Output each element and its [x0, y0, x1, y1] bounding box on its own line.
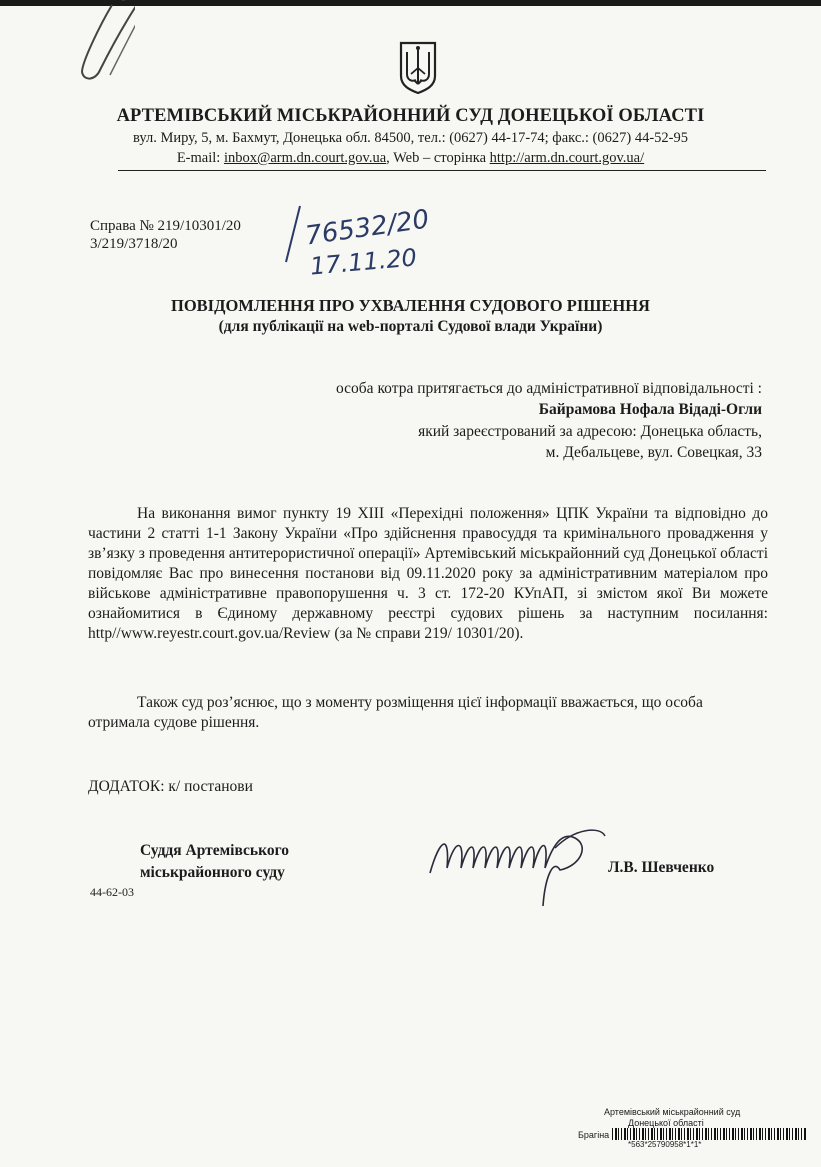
email-label: E-mail: — [176, 150, 224, 166]
clerk-name: Брагіна — [578, 1130, 610, 1140]
body-paragraph-2: Також суд роз’яснює, що з моменту розміщення цієї інформації вважається, що особа отримала судове рішення. — [88, 694, 703, 731]
barcode-number: *563*25790958*1*1* — [628, 1140, 702, 1149]
internal-number: 3/219/3718/20 — [90, 236, 178, 252]
stamp-region-line: Донецької області — [628, 1118, 704, 1128]
handwritten-registration-number: 76532/20 — [303, 204, 432, 252]
barcode — [612, 1128, 806, 1140]
handwritten-slash — [283, 204, 303, 264]
body-paragraph-1: На виконання вимог пункту 19 ХІІІ «Перехідні положення» ЦПК України та відповідно до частини 2 статті 1-1 Закону України «Про здійснення правосуддя та кримінального провадження у зв’язку з проведення антитерористичної операції» Артемівський міськрайонний суд Донецької області повідомляє Вас про винесення постанови від 09.11.2020 року за адміністративним матеріалом про військове адміністративне правопорушення ч. 3 ст. 172-20 КУпАП, зі змістом якої Ви можете ознайомитися в Єдиному державному реєстрі судових рішень за наступним посилання: http//www.reyestr.court.gov.ua/Review (за № справи 219/ 10301/20). — [88, 505, 768, 642]
header-divider — [118, 170, 766, 171]
stamp-court-line: Артемівський міськрайонний суд — [604, 1107, 741, 1117]
paper-clip-icon — [60, 0, 135, 90]
trident-emblem-icon — [398, 40, 438, 94]
recipient-name: Байрамова Нофала Відаді-Огли — [538, 401, 762, 418]
judge-signature — [425, 818, 615, 910]
web-link[interactable]: http://arm.dn.court.gov.ua/ — [489, 150, 645, 166]
judge-name: Л.В. Шевченко — [608, 859, 715, 876]
court-address: вул. Миру, 5, м. Бахмут, Донецька обл. 84500, тел.: (0627) 44-17-74; факс.: (0627) 44-52-95 — [133, 130, 688, 146]
document-title: ПОВІДОМЛЕННЯ ПРО УХВАЛЕННЯ СУДОВОГО РІШЕННЯ — [171, 296, 650, 315]
court-name: АРТЕМІВСЬКИЙ МІСЬКРАЙОННИЙ СУД ДОНЕЦЬКОЇ ОБЛАСТІ — [116, 106, 705, 126]
attachment-note: ДОДАТОК: к/ постанови — [88, 778, 253, 795]
phone-number: 44-62-03 — [90, 885, 134, 899]
handwritten-date: 17.11.20 — [308, 243, 418, 281]
recipient-role: особа котра притягається до адміністративної відповідальності : — [336, 380, 762, 397]
court-contacts — [0, 150, 821, 167]
case-number: Справа № 219/10301/20 — [90, 218, 241, 234]
judge-title-line2: міськрайонного суду — [140, 864, 285, 881]
recipient-address: м. Дебальцеве, вул. Совецкая, 33 — [545, 444, 762, 461]
recipient-registered: який зареєстрований за адресою: Донецька область, — [418, 423, 762, 440]
web-label: , Web – сторінка — [386, 150, 490, 166]
document-subtitle: (для публікації на web-порталі Судової влади України) — [218, 318, 603, 335]
judge-title-line1: Суддя Артемівського — [140, 842, 290, 859]
email-link[interactable]: inbox@arm.dn.court.gov.ua — [223, 150, 387, 166]
barcode-block — [578, 1127, 806, 1140]
